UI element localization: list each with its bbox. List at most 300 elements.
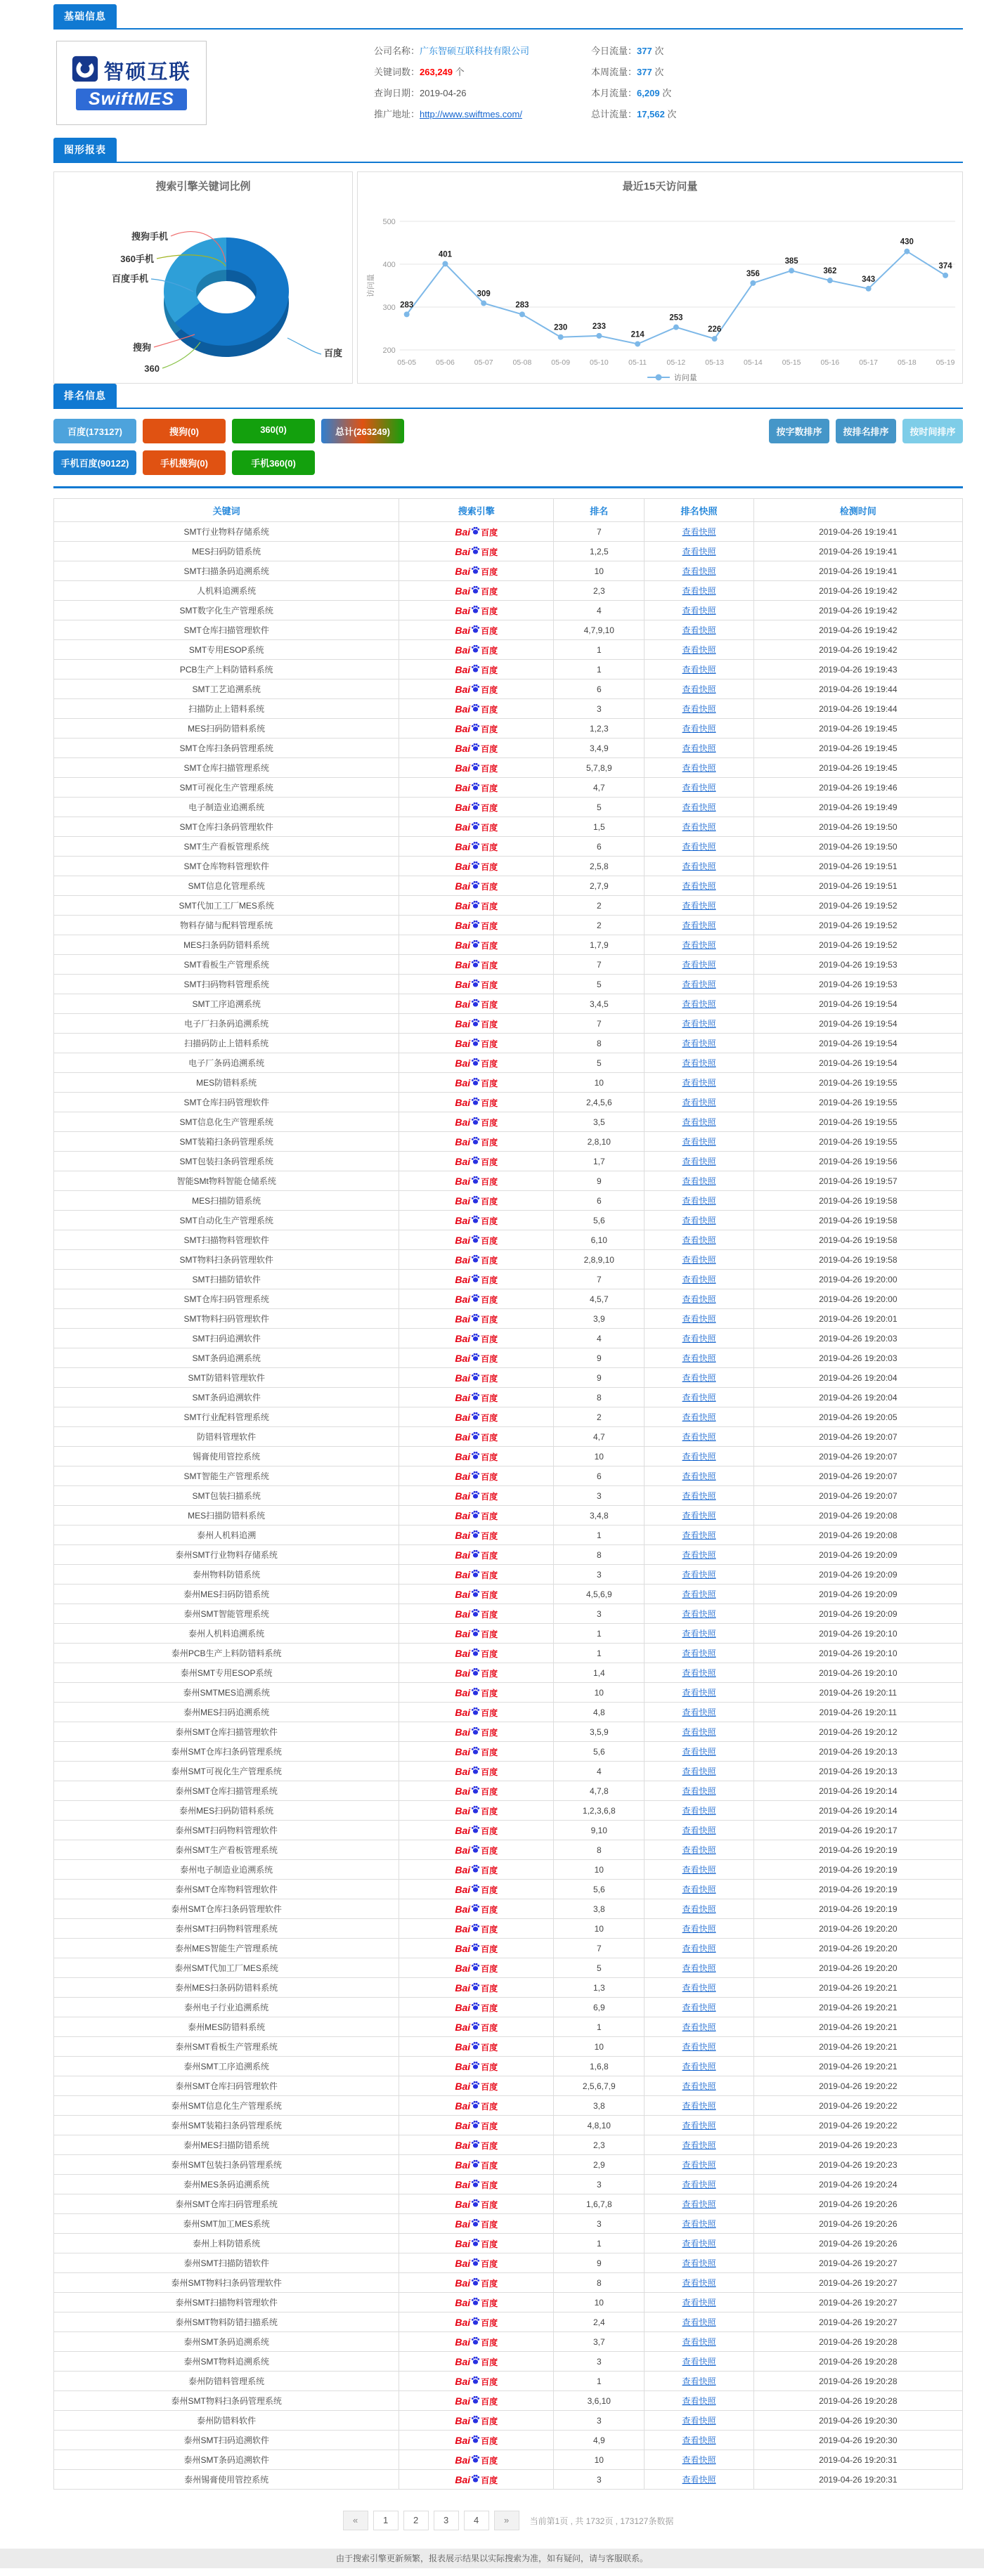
view-snapshot-link[interactable]: 查看快照 <box>682 1157 716 1166</box>
baidu-paw-icon <box>471 2159 480 2170</box>
baidu-logo: Bai 百度 <box>455 1471 498 1482</box>
check-time-cell: 2019-04-26 19:20:11 <box>753 1683 962 1703</box>
line-chart-title: 最近15天访问量 <box>622 181 698 193</box>
baidu-logo: Bai 百度 <box>455 1097 498 1108</box>
view-snapshot-link[interactable]: 查看快照 <box>682 1806 716 1816</box>
view-snapshot-link[interactable]: 查看快照 <box>682 960 716 970</box>
baidu-paw-icon <box>471 2218 480 2229</box>
view-snapshot-link[interactable]: 查看快照 <box>682 2081 716 2091</box>
engine-cell <box>399 719 554 739</box>
keyword-cell: SMT物料扫条码管理软件 <box>54 1250 399 1270</box>
view-snapshot-link[interactable]: 查看快照 <box>682 2199 716 2209</box>
view-snapshot-link[interactable]: 查看快照 <box>682 2396 716 2406</box>
rank-cell: 2,3 <box>554 2135 645 2155</box>
view-snapshot-link[interactable]: 查看快照 <box>682 1393 716 1403</box>
baidu-logo: Bai 百度 <box>455 762 498 774</box>
view-snapshot-link[interactable]: 查看快照 <box>682 1039 716 1048</box>
view-snapshot-link[interactable]: 查看快照 <box>682 1058 716 1068</box>
view-snapshot-link[interactable]: 查看快照 <box>682 842 716 852</box>
view-snapshot-link[interactable]: 查看快照 <box>682 1373 716 1383</box>
view-snapshot-link[interactable]: 查看快照 <box>682 1609 716 1619</box>
info-field-value: 2019-04-26 <box>420 88 467 98</box>
baidu-paw-icon <box>471 1096 480 1107</box>
svg-text:360: 360 <box>144 363 160 374</box>
table-row <box>54 2017 963 2037</box>
snapshot-cell <box>645 955 753 975</box>
view-snapshot-link[interactable]: 查看快照 <box>682 901 716 911</box>
view-snapshot-link[interactable]: 查看快照 <box>682 2475 716 2485</box>
rank-cell: 1,6,8 <box>554 2057 645 2076</box>
info-column-right <box>591 41 676 125</box>
view-snapshot-link[interactable]: 查看快照 <box>682 1629 716 1639</box>
engine-cell <box>399 1683 554 1703</box>
view-snapshot-link[interactable]: 查看快照 <box>682 1412 716 1422</box>
view-snapshot-link[interactable]: 查看快照 <box>682 1235 716 1245</box>
baidu-paw-icon <box>471 545 480 557</box>
table-row <box>54 1034 963 1053</box>
snapshot-cell <box>645 1762 753 1781</box>
pie-chart-canvas <box>54 193 352 382</box>
check-time-cell: 2019-04-26 19:20:07 <box>753 1466 962 1486</box>
table-row <box>54 2470 963 2490</box>
view-snapshot-link[interactable]: 查看快照 <box>682 2003 716 2012</box>
view-snapshot-link[interactable]: 查看快照 <box>682 2278 716 2288</box>
table-row <box>54 955 963 975</box>
table-row <box>54 1801 963 1821</box>
rank-cell: 10 <box>554 2037 645 2057</box>
baidu-logo: Bai 百度 <box>455 1667 498 1679</box>
snapshot-cell <box>645 778 753 798</box>
view-snapshot-link[interactable]: 查看快照 <box>682 822 716 832</box>
snapshot-cell <box>645 1211 753 1230</box>
engine-cell <box>399 1840 554 1860</box>
snapshot-cell <box>645 1093 753 1112</box>
snapshot-cell <box>645 2312 753 2332</box>
table-row <box>54 1585 963 1604</box>
snapshot-cell <box>645 1112 753 1132</box>
view-snapshot-link[interactable]: 查看快照 <box>682 665 716 675</box>
filter-button[interactable]: 手机搜狗(0) <box>143 450 226 475</box>
view-snapshot-link[interactable]: 查看快照 <box>682 1786 716 1796</box>
info-field <box>374 41 529 62</box>
view-snapshot-link[interactable]: 查看快照 <box>682 980 716 989</box>
view-snapshot-link[interactable]: 查看快照 <box>682 1275 716 1284</box>
view-snapshot-link[interactable]: 查看快照 <box>682 743 716 753</box>
table-row <box>54 1073 963 1093</box>
filter-button[interactable]: 360(0) <box>232 419 315 443</box>
view-snapshot-link[interactable]: 查看快照 <box>682 1452 716 1462</box>
baidu-paw-icon <box>471 1450 480 1462</box>
rank-cell: 4,7,8 <box>554 1781 645 1801</box>
snapshot-cell <box>645 2273 753 2293</box>
check-time-cell: 2019-04-26 19:20:31 <box>753 2470 962 2490</box>
table-row <box>54 1565 963 1585</box>
engine-cell <box>399 2372 554 2391</box>
filter-button[interactable]: 按字数排序 <box>769 419 829 443</box>
view-snapshot-link[interactable]: 查看快照 <box>682 763 716 773</box>
baidu-logo: Bai 百度 <box>455 979 498 990</box>
tab-charts[interactable]: 图形报表 <box>53 138 117 162</box>
filter-button[interactable]: 按排名排序 <box>836 419 896 443</box>
baidu-logo: Bai 百度 <box>455 2199 498 2210</box>
view-snapshot-link[interactable]: 查看快照 <box>682 547 716 557</box>
view-snapshot-link[interactable]: 查看快照 <box>682 2239 716 2249</box>
col-header-keyword: 关键词 <box>54 499 399 522</box>
engine-cell <box>399 2253 554 2273</box>
view-snapshot-link[interactable]: 查看快照 <box>682 1963 716 1973</box>
svg-text:05-16: 05-16 <box>820 358 840 367</box>
baidu-logo: Bai 百度 <box>455 1648 498 1659</box>
keyword-cell: 泰州MES扫码追溯系统 <box>54 1703 399 1722</box>
view-snapshot-link[interactable]: 查看快照 <box>682 1137 716 1147</box>
view-snapshot-link[interactable]: 查看快照 <box>682 527 716 537</box>
table-row <box>54 837 963 857</box>
snapshot-cell <box>645 2037 753 2057</box>
view-snapshot-link[interactable]: 查看快照 <box>682 1216 716 1225</box>
baidu-paw-icon <box>471 2178 480 2190</box>
view-snapshot-link[interactable]: 查看快照 <box>682 921 716 930</box>
svg-text:200: 200 <box>382 346 396 356</box>
view-snapshot-link[interactable]: 查看快照 <box>682 586 716 596</box>
rank-cell: 3,9 <box>554 1309 645 1329</box>
view-snapshot-link[interactable]: 查看快照 <box>682 606 716 616</box>
view-snapshot-link[interactable]: 查看快照 <box>682 861 716 871</box>
rank-cell: 9 <box>554 2253 645 2273</box>
view-snapshot-link[interactable]: 查看快照 <box>682 1019 716 1029</box>
table-row <box>54 1742 963 1762</box>
table-row <box>54 876 963 896</box>
check-time-cell: 2019-04-26 19:20:10 <box>753 1644 962 1663</box>
filter-button[interactable]: 百度(173127) <box>53 419 136 443</box>
engine-cell <box>399 2096 554 2116</box>
snapshot-cell <box>645 739 753 758</box>
keyword-cell: SMT条码追溯软件 <box>54 1388 399 1407</box>
engine-cell <box>399 2017 554 2037</box>
view-snapshot-link[interactable]: 查看快照 <box>682 2121 716 2131</box>
baidu-logo: Bai 百度 <box>455 1313 498 1325</box>
view-snapshot-link[interactable]: 查看快照 <box>682 1885 716 1894</box>
baidu-logo: Bai 百度 <box>455 566 498 577</box>
page-number-button[interactable]: 1 <box>373 2511 399 2530</box>
snapshot-cell <box>645 522 753 542</box>
table-row <box>54 1427 963 1447</box>
engine-cell <box>399 778 554 798</box>
baidu-logo: Bai 百度 <box>455 2120 498 2131</box>
view-snapshot-link[interactable]: 查看快照 <box>682 1944 716 1953</box>
keyword-cell: 泰州SMT仓库扫码管理软件 <box>54 2076 399 2096</box>
engine-cell <box>399 1073 554 1093</box>
snapshot-cell <box>645 1152 753 1171</box>
snapshot-cell <box>645 1840 753 1860</box>
view-snapshot-link[interactable]: 查看快照 <box>682 2317 716 2327</box>
table-row <box>54 1486 963 1506</box>
info-field <box>374 104 529 125</box>
view-snapshot-link[interactable]: 查看快照 <box>682 1176 716 1186</box>
keyword-cell: SMT装箱扫条码管理系统 <box>54 1132 399 1152</box>
baidu-logo: Bai 百度 <box>455 2454 498 2466</box>
view-snapshot-link[interactable]: 查看快照 <box>682 2101 716 2111</box>
view-snapshot-link[interactable]: 查看快照 <box>682 2435 716 2445</box>
rank-cell: 4 <box>554 1762 645 1781</box>
filter-toolbar <box>53 419 963 475</box>
svg-text:214: 214 <box>630 330 645 339</box>
view-snapshot-link[interactable]: 查看快照 <box>682 999 716 1009</box>
col-header-engine: 搜索引擎 <box>399 499 554 522</box>
view-snapshot-link[interactable]: 查看快照 <box>682 2140 716 2150</box>
baidu-logo: Bai 百度 <box>455 2258 498 2269</box>
view-snapshot-link[interactable]: 查看快照 <box>682 1491 716 1501</box>
snapshot-cell <box>645 2332 753 2352</box>
table-row <box>54 719 963 739</box>
view-snapshot-link[interactable]: 查看快照 <box>682 2160 716 2170</box>
info-field-label: 总计流量： <box>591 109 637 119</box>
view-snapshot-link[interactable]: 查看快照 <box>682 1648 716 1658</box>
section-ranking <box>53 384 963 2530</box>
rank-cell: 1 <box>554 660 645 679</box>
tab-basic-info[interactable]: 基础信息 <box>53 4 117 28</box>
view-snapshot-link[interactable]: 查看快照 <box>682 724 716 734</box>
prev-page-button[interactable]: « <box>343 2511 368 2530</box>
baidu-paw-icon <box>471 1883 480 1894</box>
check-time-cell: 2019-04-26 19:20:04 <box>753 1388 962 1407</box>
view-snapshot-link[interactable]: 查看快照 <box>682 1727 716 1737</box>
view-snapshot-link[interactable]: 查看快照 <box>682 2062 716 2071</box>
view-snapshot-link[interactable]: 查看快照 <box>682 1589 716 1599</box>
baidu-logo: Bai 百度 <box>455 1058 498 1069</box>
table-row <box>54 640 963 660</box>
baidu-paw-icon <box>471 1155 480 1166</box>
view-snapshot-link[interactable]: 查看快照 <box>682 1353 716 1363</box>
view-snapshot-link[interactable]: 查看快照 <box>682 1747 716 1757</box>
view-snapshot-link[interactable]: 查看快照 <box>682 645 716 655</box>
baidu-logo: Bai 百度 <box>455 2474 498 2485</box>
engine-cell <box>399 2470 554 2490</box>
logo-subtitle: SwiftMES <box>76 89 187 110</box>
view-snapshot-link[interactable]: 查看快照 <box>682 2298 716 2308</box>
info-field-value: 17,562 <box>637 109 665 119</box>
snapshot-cell <box>645 2450 753 2470</box>
view-snapshot-link[interactable]: 查看快照 <box>682 1314 716 1324</box>
svg-text:430: 430 <box>900 238 914 247</box>
rank-cell: 1 <box>554 1526 645 1545</box>
baidu-paw-icon <box>471 1962 480 1973</box>
baidu-paw-icon <box>471 1667 480 1678</box>
baidu-paw-icon <box>471 2060 480 2071</box>
check-time-cell: 2019-04-26 19:20:19 <box>753 1880 962 1899</box>
snapshot-cell <box>645 620 753 640</box>
view-snapshot-link[interactable]: 查看快照 <box>682 1530 716 1540</box>
view-snapshot-link[interactable]: 查看快照 <box>682 1668 716 1678</box>
view-snapshot-link[interactable]: 查看快照 <box>682 2416 716 2426</box>
rank-cell: 3 <box>554 2470 645 2490</box>
snapshot-cell <box>645 1053 753 1073</box>
view-snapshot-link[interactable]: 查看快照 <box>682 940 716 950</box>
view-snapshot-link[interactable]: 查看快照 <box>682 1845 716 1855</box>
page-number-button[interactable]: 3 <box>434 2511 459 2530</box>
view-snapshot-link[interactable]: 查看快照 <box>682 1570 716 1580</box>
snapshot-cell <box>645 1821 753 1840</box>
check-time-cell: 2019-04-26 19:19:52 <box>753 935 962 955</box>
check-time-cell: 2019-04-26 19:20:20 <box>753 1958 962 1978</box>
baidu-logo: Bai 百度 <box>455 1392 498 1403</box>
rank-cell: 1,2,3,6,8 <box>554 1801 645 1821</box>
view-snapshot-link[interactable]: 查看快照 <box>682 2376 716 2386</box>
engine-cell <box>399 1880 554 1899</box>
snapshot-cell <box>645 2411 753 2431</box>
view-snapshot-link[interactable]: 查看快照 <box>682 802 716 812</box>
svg-text:309: 309 <box>477 290 491 299</box>
view-snapshot-link[interactable]: 查看快照 <box>682 684 716 694</box>
view-snapshot-link[interactable]: 查看快照 <box>682 566 716 576</box>
engine-cell <box>399 581 554 601</box>
rank-cell: 4,9 <box>554 2431 645 2450</box>
view-snapshot-link[interactable]: 查看快照 <box>682 1098 716 1107</box>
keyword-cell: 锡膏使用管控系统 <box>54 1447 399 1466</box>
filter-button[interactable]: 按时间排序 <box>902 419 963 443</box>
view-snapshot-link[interactable]: 查看快照 <box>682 1865 716 1875</box>
svg-text:283: 283 <box>400 301 414 310</box>
baidu-logo: Bai 百度 <box>455 1431 498 1443</box>
snapshot-cell <box>645 1230 753 1250</box>
snapshot-cell <box>645 1348 753 1368</box>
rank-cell: 1,2,5 <box>554 542 645 561</box>
baidu-logo: Bai 百度 <box>455 1294 498 1305</box>
view-snapshot-link[interactable]: 查看快照 <box>682 2337 716 2347</box>
baidu-paw-icon <box>471 1332 480 1344</box>
filter-button[interactable]: 总计(263249) <box>321 419 404 443</box>
rank-cell: 1 <box>554 1644 645 1663</box>
baidu-paw-icon <box>471 1293 480 1304</box>
view-snapshot-link[interactable]: 查看快照 <box>682 704 716 714</box>
view-snapshot-link[interactable]: 查看快照 <box>682 2219 716 2229</box>
keyword-cell: SMT行业物料存储系统 <box>54 522 399 542</box>
snapshot-cell <box>645 1978 753 1998</box>
engine-cell <box>399 1644 554 1663</box>
keyword-cell: 泰州电子制造业追溯系统 <box>54 1860 399 1880</box>
baidu-paw-icon <box>471 958 480 970</box>
view-snapshot-link[interactable]: 查看快照 <box>682 1294 716 1304</box>
rank-cell: 6 <box>554 1191 645 1211</box>
view-snapshot-link[interactable]: 查看快照 <box>682 2042 716 2052</box>
view-snapshot-link[interactable]: 查看快照 <box>682 1432 716 1442</box>
check-time-cell: 2019-04-26 19:19:52 <box>753 916 962 935</box>
page-number-button[interactable]: 4 <box>464 2511 489 2530</box>
view-snapshot-link[interactable]: 查看快照 <box>682 1117 716 1127</box>
check-time-cell: 2019-04-26 19:20:20 <box>753 1919 962 1939</box>
baidu-paw-icon <box>471 1017 480 1029</box>
table-row <box>54 2057 963 2076</box>
table-row <box>54 758 963 778</box>
keyword-cell: SMT包装扫条码管理系统 <box>54 1152 399 1171</box>
snapshot-cell <box>645 2391 753 2411</box>
rank-cell: 4,7,9,10 <box>554 620 645 640</box>
rank-cell: 1,3 <box>554 1978 645 1998</box>
snapshot-cell <box>645 1407 753 1427</box>
check-time-cell: 2019-04-26 19:20:31 <box>753 2450 962 2470</box>
baidu-logo: Bai 百度 <box>455 2277 498 2289</box>
info-field-value: http://www.swiftmes.com/ <box>420 109 522 119</box>
check-time-cell: 2019-04-26 19:20:27 <box>753 2253 962 2273</box>
baidu-paw-icon <box>471 604 480 616</box>
view-snapshot-link[interactable]: 查看快照 <box>682 783 716 793</box>
baidu-paw-icon <box>471 1686 480 1698</box>
page-number-button[interactable]: 2 <box>403 2511 429 2530</box>
view-snapshot-link[interactable]: 查看快照 <box>682 1767 716 1776</box>
check-time-cell: 2019-04-26 19:20:28 <box>753 2332 962 2352</box>
table-row <box>54 2253 963 2273</box>
baidu-paw-icon <box>471 703 480 714</box>
rank-cell: 10 <box>554 1919 645 1939</box>
filter-button[interactable]: 手机百度(90122) <box>53 450 136 475</box>
engine-cell <box>399 1939 554 1958</box>
engine-cell <box>399 1585 554 1604</box>
view-snapshot-link[interactable]: 查看快照 <box>682 2258 716 2268</box>
baidu-paw-icon <box>471 978 480 989</box>
view-snapshot-link[interactable]: 查看快照 <box>682 1924 716 1934</box>
rank-cell: 10 <box>554 1683 645 1703</box>
next-page-button[interactable]: » <box>494 2511 519 2530</box>
engine-cell <box>399 2450 554 2470</box>
snapshot-cell <box>645 2096 753 2116</box>
view-snapshot-link[interactable]: 查看快照 <box>682 881 716 891</box>
baidu-paw-icon <box>471 2473 480 2485</box>
rank-cell: 1,7,9 <box>554 935 645 955</box>
snapshot-cell <box>645 1034 753 1053</box>
keyword-cell: MES扫码防错料系统 <box>54 719 399 739</box>
view-snapshot-link[interactable]: 查看快照 <box>682 1983 716 1993</box>
svg-text:05-05: 05-05 <box>397 358 417 367</box>
baidu-paw-icon <box>471 2375 480 2386</box>
baidu-paw-icon <box>471 1313 480 1324</box>
view-snapshot-link[interactable]: 查看快照 <box>682 2180 716 2190</box>
view-snapshot-link[interactable]: 查看快照 <box>682 625 716 635</box>
snapshot-cell <box>645 1545 753 1565</box>
baidu-logo: Bai 百度 <box>455 2100 498 2112</box>
view-snapshot-link[interactable]: 查看快照 <box>682 2022 716 2032</box>
filter-button[interactable]: 搜狗(0) <box>143 419 226 443</box>
view-snapshot-link[interactable]: 查看快照 <box>682 2455 716 2465</box>
view-snapshot-link[interactable]: 查看快照 <box>682 1707 716 1717</box>
baidu-logo: Bai 百度 <box>455 1018 498 1029</box>
snapshot-cell <box>645 2214 753 2234</box>
view-snapshot-link[interactable]: 查看快照 <box>682 1078 716 1088</box>
view-snapshot-link[interactable]: 查看快照 <box>682 1826 716 1835</box>
filter-button[interactable]: 手机360(0) <box>232 450 315 475</box>
view-snapshot-link[interactable]: 查看快照 <box>682 1471 716 1481</box>
svg-text:385: 385 <box>784 257 798 266</box>
view-snapshot-link[interactable]: 查看快照 <box>682 2357 716 2367</box>
view-snapshot-link[interactable]: 查看快照 <box>682 1688 716 1698</box>
view-snapshot-link[interactable]: 查看快照 <box>682 1196 716 1206</box>
view-snapshot-link[interactable]: 查看快照 <box>682 1255 716 1265</box>
info-field-label: 公司名称： <box>374 46 420 56</box>
view-snapshot-link[interactable]: 查看快照 <box>682 1511 716 1521</box>
baidu-logo: Bai 百度 <box>455 605 498 616</box>
view-snapshot-link[interactable]: 查看快照 <box>682 1904 716 1914</box>
svg-text:05-19: 05-19 <box>936 358 955 367</box>
view-snapshot-link[interactable]: 查看快照 <box>682 1334 716 1344</box>
svg-text:百度手机: 百度手机 <box>111 273 148 284</box>
engine-cell <box>399 798 554 817</box>
table-row <box>54 1152 963 1171</box>
snapshot-cell <box>645 719 753 739</box>
table-row <box>54 2194 963 2214</box>
info-field: 本周流量：377 次 <box>591 67 664 77</box>
snapshot-cell <box>645 817 753 837</box>
col-header-snapshot: 排名快照 <box>645 499 753 522</box>
view-snapshot-link[interactable]: 查看快照 <box>682 1550 716 1560</box>
tab-ranking[interactable]: 排名信息 <box>53 384 117 408</box>
